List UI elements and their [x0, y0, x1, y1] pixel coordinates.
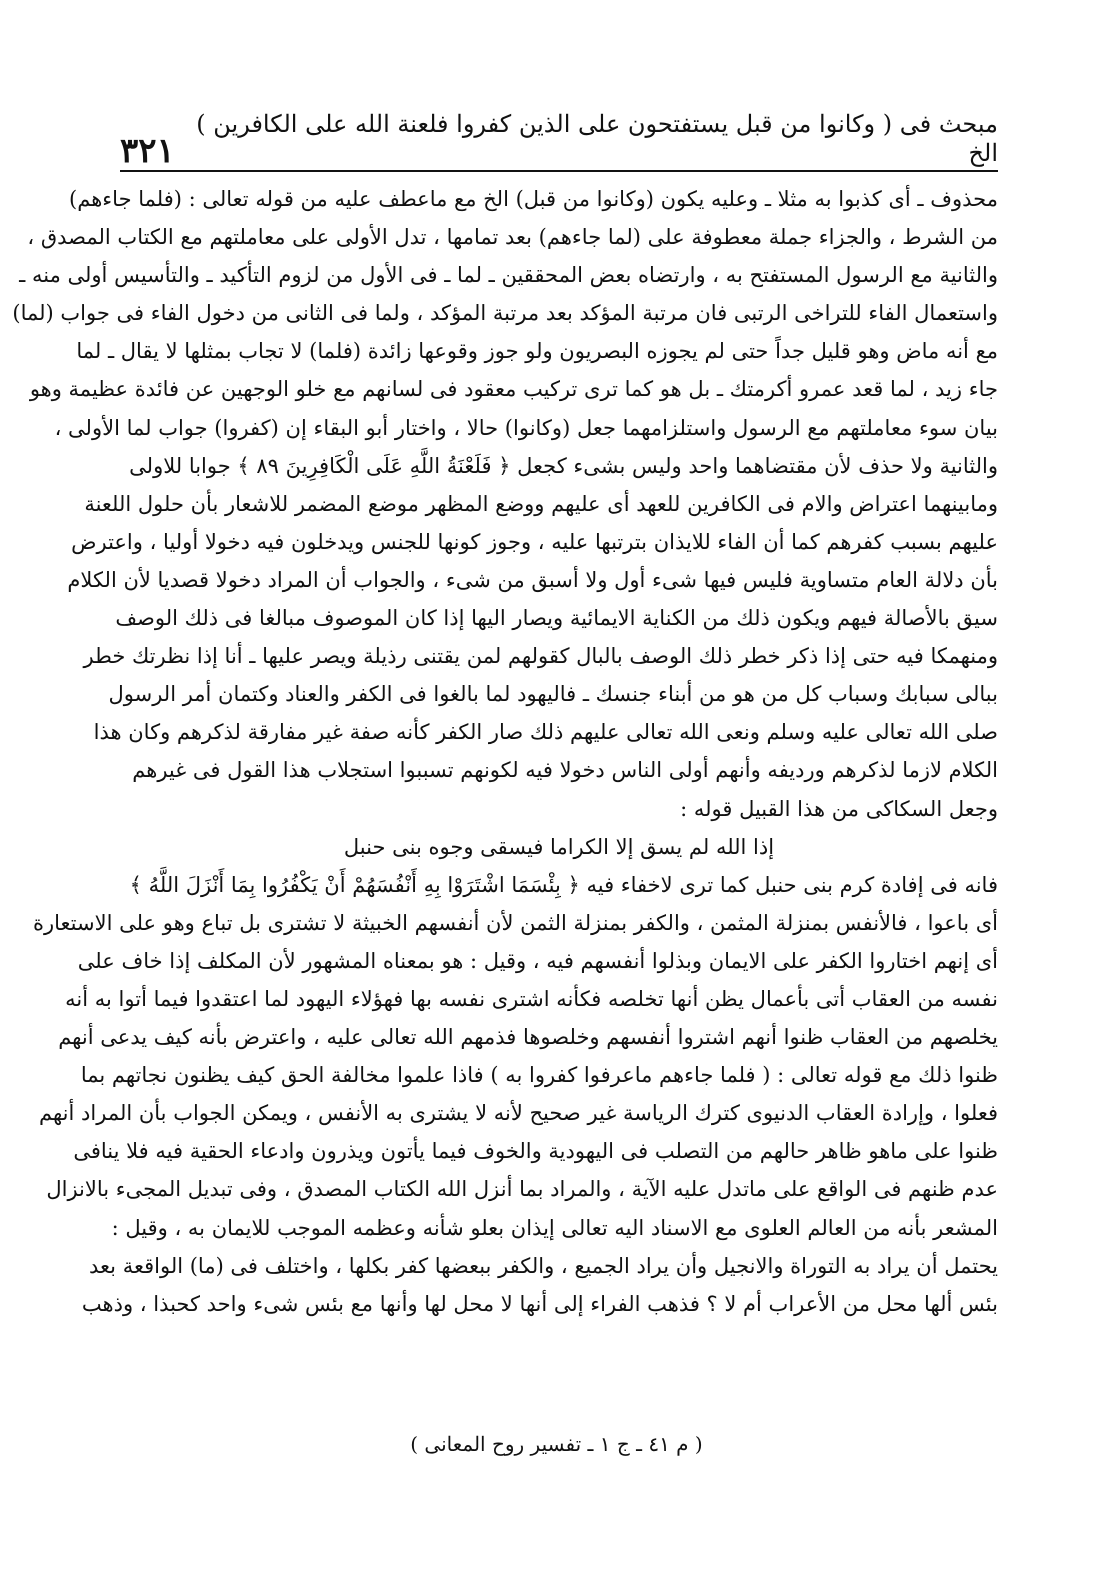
- poetry-verse: إذا الله لم يسق إلا الكراما فيسقى وجوه بنى حنبل: [343, 834, 775, 859]
- text-line: أى باعوا ، فالأنفس بمنزلة المثمن ، والكفر بمنزلة الثمن لأن أنفسهم الخبيثة لا تشترى بل تباع وهو على الاستعارة: [32, 910, 998, 935]
- running-title: مبحث فى ( وكانوا من قبل يستفتحون على الذين كفروا فلعنة الله على الكافرين ) الخ: [196, 110, 998, 168]
- text-line: يخلصهم من العقاب ظنوا أنهم اشتروا أنفسهم وخلصوها فذمهم الله تعالى عليه ، واعترض بأنه كيف يدعى أنهم: [58, 1025, 998, 1050]
- text-line: عليهم بسبب كفرهم كما أن الفاء للايذان بترتبها عليه ، وجوز كونها للجنس ويدخلون فيه دخولا أوليا ، واعترض: [71, 529, 998, 554]
- text-line: أى إنهم اختاروا الكفر على الايمان وبذلوا أنفسهم فيه ، وقيل : هو بمعناه المشهور لأن المكلف إذا خاف على: [77, 948, 998, 973]
- text-line: نفسه من العقاب أتى بأعمال يظن أنها تخلصه فكأنه اشترى نفسه بها فهؤلاء اليهود لما اعتقدوا فيما أتوا به أنه: [65, 986, 998, 1011]
- text-line: بأن دلالة العام متساوية فليس فيها شىء أول ولا أسبق من شىء ، والجواب أن المراد دخولا قصديا لأن الكلام: [67, 567, 998, 592]
- text-line: سيق بالأصالة فيهم ويكون ذلك من الكناية الايمائية ويصار اليها إذا كان الموصوف مبالغا فى ذلك الوصف: [115, 606, 998, 631]
- text-line: جاء زيد ، لما قعد عمرو أكرمتك ـ بل هو كما ترى تركيب معقود فى لسانهم مع خلو الوجهين عن فائدة عظيمة وهو: [29, 377, 998, 402]
- text-line: بئس ألها محل من الأعراب أم لا ؟ فذهب الفراء إلى أنها لا محل لها وأنها مع بئس شىء واحد كحبذا ، وذهب: [81, 1291, 998, 1316]
- text-line: ومنهمكا فيه حتى إذا ذكر خطر ذلك الوصف بالبال كقولهم لمن يقتنى رذيلة ويصر عليها ـ أنا إذا نظرتك خطر: [83, 644, 998, 669]
- text-line: بيان سوء معاملتهم مع الرسول واستلزامهما جعل (وكانوا) حالا ، واختار أبو البقاء إن (كفروا) جواب لما الأولى ،: [54, 415, 998, 440]
- text-line: وجعل السكاكى من هذا القبيل قوله :: [680, 796, 998, 821]
- text-line: واستعمال الفاء للتراخى الرتبى فان مرتبة المؤكد بعد مرتبة المؤكد ، ولما فى الثانى من دخول الفاء فى جواب (لما): [12, 301, 998, 326]
- page-number: ٣٢١: [120, 131, 175, 171]
- header-rule: [120, 170, 998, 172]
- text-line: ظنوا ذلك مع قوله تعالى : ( فلما جاءهم ماعرفوا كفروا به ) فاذا علموا مخالفة الحق كيف يظنون نجاتهم بما: [80, 1063, 998, 1088]
- body-text: [12, 180, 998, 1323]
- text-line: محذوف ـ أى كذبوا به مثلا ـ وعليه يكون (وكانوا من قبل) الخ مع ماعطف عليه من قوله تعالى : (فلما جاءهم): [69, 187, 998, 211]
- text-line: عدم ظنهم فى الواقع على ماتدل عليه الآية ، والمراد بما أنزل الله الكتاب المصدق ، وفى تبديل المجىء بالانزال: [46, 1177, 998, 1202]
- text-line: الكلام لازما لذكرهم ورديفه وأنهم أولى الناس دخولا فيه لكونهم تسببوا استجلاب هذا القول فى غيرهم: [132, 758, 998, 783]
- text-line: فانه فى إفادة كرم بنى حنبل كما ترى لاخفاء فيه ﴿ بِئْسَمَا اشْتَرَوْا بِهِ أَنْفُسَهُمْ أَنْ يَكْفُرُوا بِمَا أَنْزَلَ اللَّهُ ﴾: [129, 872, 998, 897]
- text-line: من الشرط ، والجزاء جملة معطوفة على (لما جاءهم) بعد تمامها ، تدل الأولى على معاملتهم مع الكتاب المصدق ،: [27, 225, 998, 250]
- text-line: المشعر بأنه من العالم العلوى مع الاسناد اليه تعالى إيذان بعلو شأنه وعظمه الموجب للايمان به ، وقيل :: [111, 1215, 998, 1240]
- text-line: ومابينهما اعتراض والام فى الكافرين للعهد أى عليهم ووضع المظهر موضع المضمر للاشعار بأن حلول اللعنة: [84, 491, 998, 516]
- page-header: [120, 110, 998, 171]
- text-line: صلى الله تعالى عليه وسلم ونعى الله تعالى عليهم ذلك صار الكفر كأنه صفة غير مفارقة لذكرهم وكان هذا: [93, 720, 998, 745]
- text-line: يحتمل أن يراد به التوراة والانجيل وأن يراد الجميع ، والكفر ببعضها كفر بكلها ، واختلف فى (ما) الواقعة بعد: [89, 1253, 998, 1278]
- text-line: مع أنه ماض وهو قليل جداً حتى لم يجوزه البصريون ولو جوز وقوعها زائدة (فلما) لا تجاب بمثلها لا يقال ـ لما: [76, 339, 998, 364]
- text-line: ببالى سبابك وسباب كل من هو من أبناء جنسك ـ فاليهود لما بالغوا فى الكفر والعناد وكتمان أمر الرسول: [108, 682, 998, 707]
- text-line: ظنوا على ماهو ظاهر حالهم من التصلب فى اليهودية والخوف فيما يأتون ويذرون وادعاء الحقية فيه فلا ينافى: [73, 1139, 998, 1164]
- page-footer: ( م ٤١ ـ ج ١ ـ تفسير روح المعانى ): [410, 1432, 703, 1456]
- text-line: والثانية مع الرسول المستفتح به ، وارتضاه بعض المحققين ـ لما ـ فى الأول من لزوم التأكيد ـ والتأسيس أولى منه ـ: [19, 263, 998, 288]
- text-line: والثانية ولا حذف لأن مقتضاهما واحد وليس بشىء كجعل ﴿ فَلَعْنَةُ اللَّهِ عَلَى الْكَافِرِينَ ٨٩ ﴾ جوابا للاولى: [129, 453, 998, 478]
- text-line: فعلوا ، وإرادة العقاب الدنيوى كترك الرياسة غير صحيح لأنه لا يشترى به الأنفس ، ويمكن الجواب بأن المراد أنهم: [39, 1101, 998, 1126]
